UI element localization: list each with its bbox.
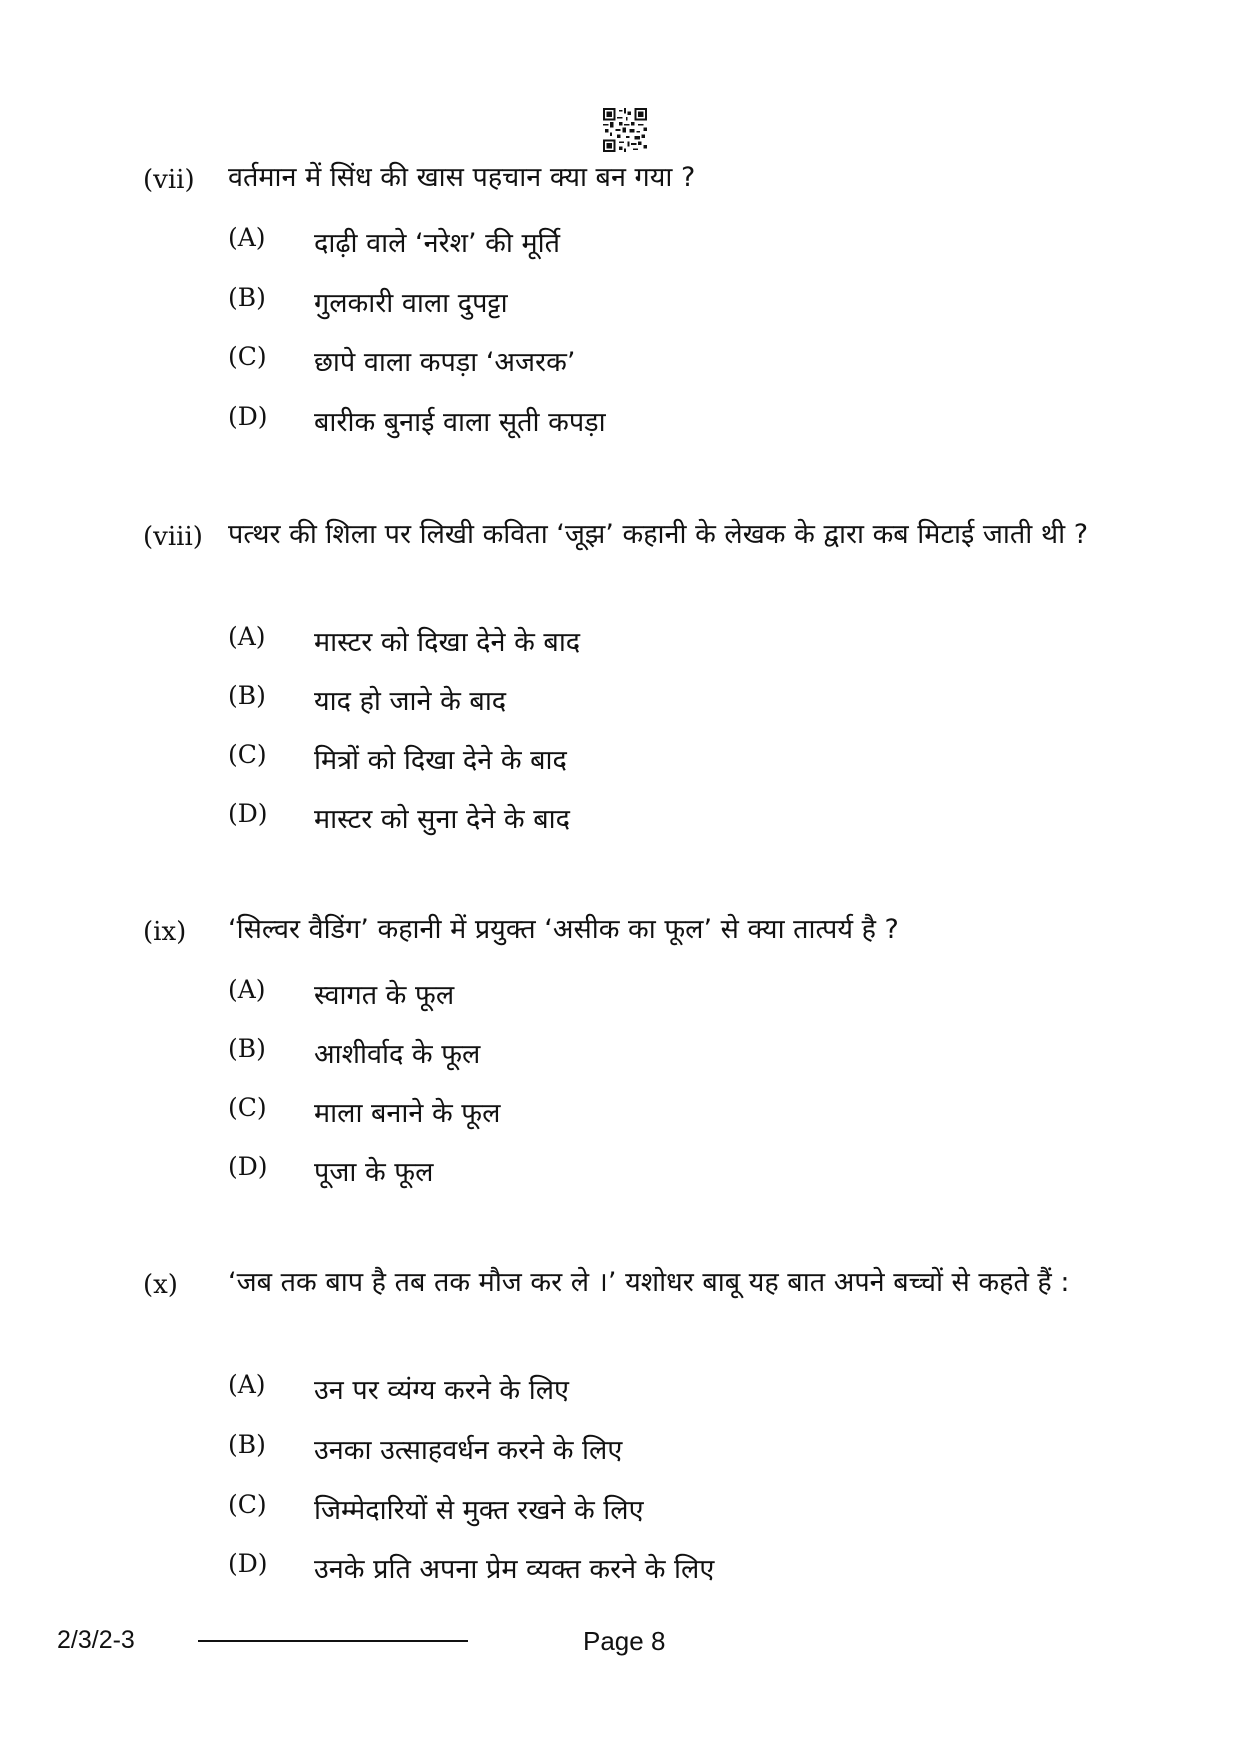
question-number: (viii) <box>143 522 203 552</box>
option-a <box>0 622 1241 662</box>
option-label: (D) <box>228 1152 268 1181</box>
option-b <box>0 1034 1241 1074</box>
option-text: मास्टर को दिखा देने के बाद <box>314 627 581 658</box>
option-a <box>0 223 1241 263</box>
option-b <box>0 681 1241 721</box>
option-label: (B) <box>228 283 266 312</box>
option-text: गुलकारी वाला दुपट्टा <box>314 288 508 319</box>
option-text: जिम्मेदारियों से मुक्त रखने के लिए <box>314 1495 644 1526</box>
option-d <box>0 1549 1241 1589</box>
qr-code <box>603 108 647 152</box>
option-text: दाढ़ी वाले ‘नरेश’ की मूर्ति <box>314 228 560 259</box>
option-a <box>0 1370 1241 1410</box>
option-text: याद हो जाने के बाद <box>314 686 507 717</box>
question-text: ‘सिल्वर वैडिंग’ कहानी में प्रयुक्त ‘असीक का फूल’ से क्या तात्पर्य है ? <box>228 914 899 945</box>
question-text: ‘जब तक बाप है तब तक मौज कर ले ।’ यशोधर बाबू यह बात अपने बच्चों से कहते हैं : <box>228 1267 1070 1298</box>
option-label: (C) <box>228 740 267 769</box>
option-label: (B) <box>228 681 266 710</box>
option-d <box>0 402 1241 442</box>
option-text: उनका उत्साहवर्धन करने के लिए <box>314 1435 623 1466</box>
option-label: (C) <box>228 1490 267 1519</box>
option-label: (A) <box>228 622 266 651</box>
question-text: पत्थर की शिला पर लिखी कविता ‘जूझ’ कहानी के लेखक के द्वारा कब मिटाई जाती थी ? <box>228 519 1089 550</box>
option-d <box>0 799 1241 839</box>
question-number: (vii) <box>143 165 195 195</box>
option-label: (D) <box>228 1549 268 1578</box>
option-c <box>0 1490 1241 1530</box>
option-b <box>0 283 1241 323</box>
option-label: (B) <box>228 1430 266 1459</box>
option-c <box>0 740 1241 780</box>
option-text: पूजा के फूल <box>314 1157 434 1188</box>
option-label: (D) <box>228 402 268 431</box>
option-label: (D) <box>228 799 268 828</box>
option-text: मित्रों को दिखा देने के बाद <box>314 745 567 776</box>
option-label: (A) <box>228 1370 266 1399</box>
option-text: छापे वाला कपड़ा ‘अजरक’ <box>314 347 576 378</box>
option-label: (C) <box>228 1093 267 1122</box>
option-label: (A) <box>228 223 266 252</box>
question-number: (ix) <box>143 917 187 947</box>
option-text: मास्टर को सुना देने के बाद <box>314 804 570 835</box>
option-label: (A) <box>228 975 266 1004</box>
option-label: (C) <box>228 342 267 371</box>
option-text: बारीक बुनाई वाला सूती कपड़ा <box>314 407 606 438</box>
question-number: (x) <box>143 1270 178 1300</box>
option-c <box>0 342 1241 382</box>
option-c <box>0 1093 1241 1133</box>
option-text: उन पर व्यंग्य करने के लिए <box>314 1375 569 1406</box>
footer-divider <box>198 1640 468 1642</box>
option-label: (B) <box>228 1034 266 1063</box>
option-text: स्वागत के फूल <box>314 980 455 1011</box>
option-b <box>0 1430 1241 1470</box>
question-text: वर्तमान में सिंध की खास पहचान क्या बन गया ? <box>228 162 696 193</box>
option-text: माला बनाने के फूल <box>314 1098 501 1129</box>
option-d <box>0 1152 1241 1192</box>
option-text: आशीर्वाद के फूल <box>314 1039 481 1070</box>
option-text: उनके प्रति अपना प्रेम व्यक्त करने के लिए <box>314 1554 715 1585</box>
paper-code: 2/3/2-3 <box>57 1626 135 1654</box>
option-a <box>0 975 1241 1015</box>
page-number: Page 8 <box>583 1626 666 1656</box>
